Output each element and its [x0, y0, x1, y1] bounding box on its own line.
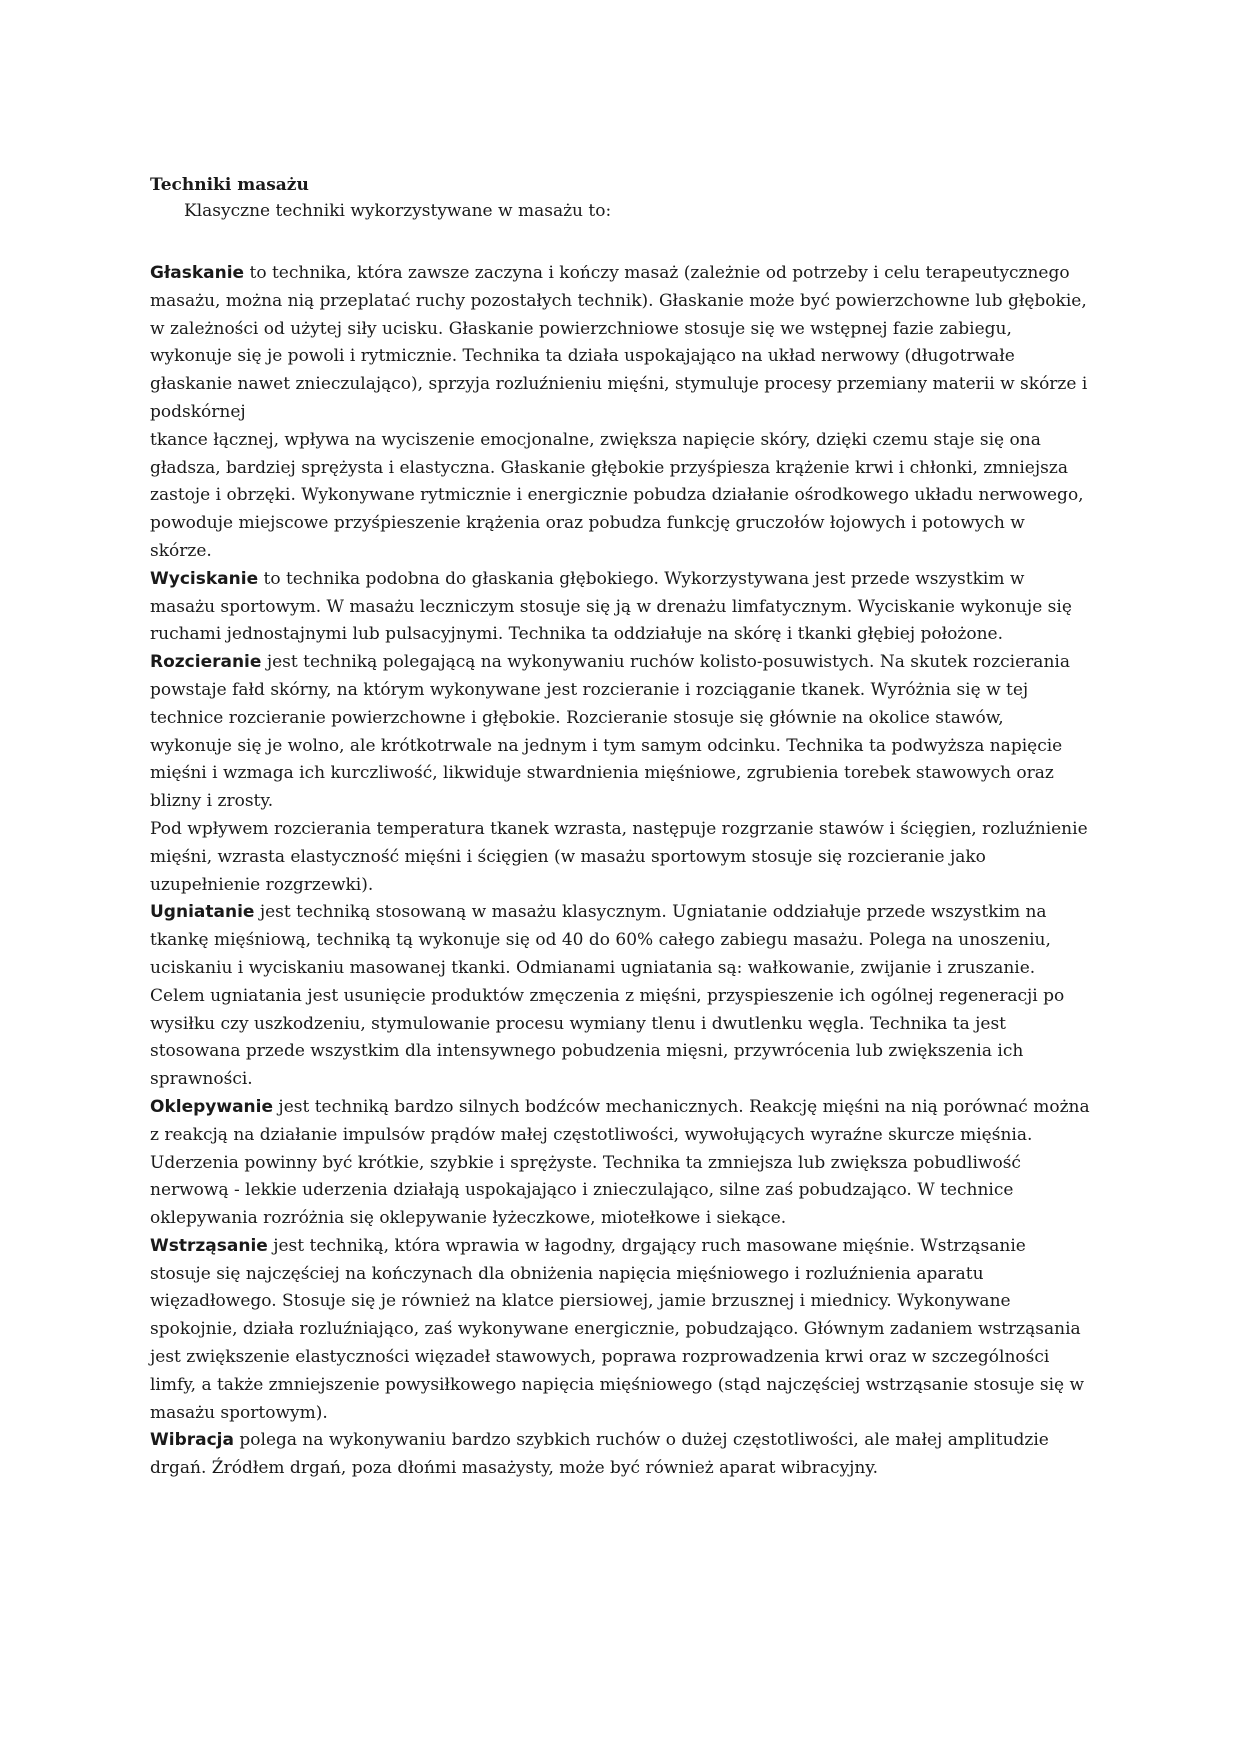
term-label: Oklepywanie: [150, 1096, 274, 1117]
paragraph-rozcieranie: [150, 649, 1090, 816]
paragraph-wyciskanie: [150, 566, 1090, 649]
term-label: Wyciskanie: [150, 568, 259, 589]
paragraph-text: polega na wykonywaniu bardzo szybkich ruchów o dużej częstotliwości, ale małej amplitudzie drgań. Źródłem drgań, poza dłońmi masażysty, może być również aparat wibracyjny.: [150, 1430, 1049, 1479]
paragraph-glaskanie: [150, 260, 1090, 427]
paragraph-wstrzasanie: [150, 1233, 1090, 1428]
paragraph-wibracja: [150, 1427, 1090, 1483]
term-label: Rozcieranie: [150, 652, 262, 673]
term-label: Ugniatanie: [150, 902, 255, 923]
paragraph-text: jest techniką stosowaną w masażu klasycznym. Ugniatanie oddziałuje przede wszystkim na tkankę mięśniową, techniką tą wykonuje się od 40 do 60% całego zabiegu masażu. Polega na unoszeniu, uciskaniu i wyciskaniu masowanej tkanki. Odmianami ugniatania są: wałkowanie, zwijanie i zruszanie. Celem ugniatania jest usunięcie produktów zmęczenia z mięśni, przyspieszenie ich ogólnej regeneracji po wysiłku czy uszkodzeniu, stymulowanie procesu wymiany tlenu i dwutlenku węgla. Technika ta jest stosowana przede wszystkim dla intensywnego pobudzenia mięsni, przywrócenia lub zwiększenia ich sprawności.: [150, 902, 1065, 1090]
paragraph-text: Pod wpływem rozcierania temperatura tkanek wzrasta, następuje rozgrzanie stawów i ścięgien, rozluźnienie mięśni, wzrasta elastyczność mięśni i ścięgien (w masażu sportowym stosuje się rozcieranie jako uzupełnienie rozgrzewki).: [150, 818, 1088, 895]
paragraph-ugniatanie: [150, 899, 1090, 1094]
spacer: [150, 224, 1090, 260]
intro-line: Klasyczne techniki wykorzystywane w masażu to:: [184, 201, 612, 221]
term-label: Głaskanie: [150, 263, 245, 283]
paragraph-text: tkance łącznej, wpływa na wyciszenie emocjonalne, zwiększa napięcie skóry, dzięki czemu staje się ona gładsza, bardziej sprężysta i elastyczna. Głaskanie głębokie przyśpiesza krążenie krwi i chłonki, zmniejsza zastoje i obrzęki. Wykonywane rytmicznie i energicznie pobudza działanie ośrodkowego układu nerwowego, powoduje miejscowe przyśpieszenie krążenia oraz pobudza funkcję gruczołów łojowych i potowych w skórze.: [150, 429, 1084, 561]
paragraph-text: jest techniką polegającą na wykonywaniu ruchów kolisto-posuwistych. Na skutek rozcierania powstaje fałd skórny, na którym wykonywane jest rozcieranie i rozciąganie tkanek. Wyróżnia się w tej technice rozcieranie powierzchowne i głębokie. Rozcieranie stosuje się głównie na okolice stawów, wykonuje się je wolno, ale krótkotrwale na jednym i tym samym odcinku. Technika ta podwyższa napięcie mięśni i wzmaga ich kurczliwość, likwiduje stwardnienia mięśniowe, zgrubienia torebek stawowych oraz blizny i zrosty.: [150, 652, 1070, 812]
paragraph-text: jest techniką, która wprawia w łagodny, drgający ruch masowane mięśnie. Wstrząsanie stosuje się najczęściej na kończynach dla obniżenia napięcia mięśniowego i rozluźnienia aparatu więzadłowego. Stosuje się je również na klatce piersiowej, jamie brzusznej i miednicy. Wykonywane spokojnie, działa rozluźniająco, zaś wykonywane energicznie, pobudzająco. Głównym zadaniem wstrząsania jest zwiększenie elastyczności więzadeł stawowych, poprawa rozprowadzenia krwi oraz w szczególności limfy, a także zmniejszenie powysiłkowego napięcia mięśniowego (stąd najczęściej wstrząsanie stosuje się w masażu sportowym).: [150, 1235, 1085, 1423]
paragraph-text: jest techniką bardzo silnych bodźców mechanicznych. Reakcję mięśni na nią porównać można z reakcją na działanie impulsów prądów małej częstotliwości, wywołujących wyraźne skurcze mięśnia. Uderzenia powinny być krótkie, szybkie i sprężyste. Technika ta zmniejsza lub zwiększa pobudliwość nerwową - lekkie uderzenia działają uspokajająco i znieczulająco, silne zaś pobudzająco. W technice oklepywania rozróżnia się oklepywanie łyżeczkowe, miotełkowe i siekące.: [150, 1096, 1090, 1229]
paragraph-glaskanie-cont: [150, 427, 1090, 566]
term-label: Wibracja: [150, 1430, 234, 1451]
paragraph-text: to technika, która zawsze zaczyna i kończy masaż (zależnie od potrzeby i celu terapeutycznego masażu, można nią przeplatać ruchy pozostałych technik). Głaskanie może być powierzchowne lub głębokie, w zależności od użytej siły ucisku. Głaskanie powierzchniowe stosuje się we wstępnej fazie zabiegu, wykonuje się je powoli i rytmicznie. Technika ta działa uspokajająco na układ nerwowy (długotrwałe głaskanie nawet znieczulająco), sprzyja rozluźnieniu mięśni, stymuluje procesy przemiany materii w skórze i podskórnej: [150, 263, 1088, 422]
document-title: Techniki masażu: [150, 175, 309, 195]
term-label: Wstrząsanie: [150, 1235, 268, 1256]
document-body: [150, 172, 1090, 1483]
paragraph-oklepywanie: [150, 1094, 1090, 1233]
paragraph-text: to technika podobna do głaskania głębokiego. Wykorzystywana jest przede wszystkim w masażu sportowym. W masażu leczniczym stosuje się ją w drenażu limfatycznym. Wyciskanie wykonuje się ruchami jednostajnymi lub pulsacyjnymi. Technika ta oddziałuje na skórę i tkanki głębiej położone.: [150, 568, 1072, 645]
paragraph-rozcieranie-cont: [150, 816, 1090, 899]
